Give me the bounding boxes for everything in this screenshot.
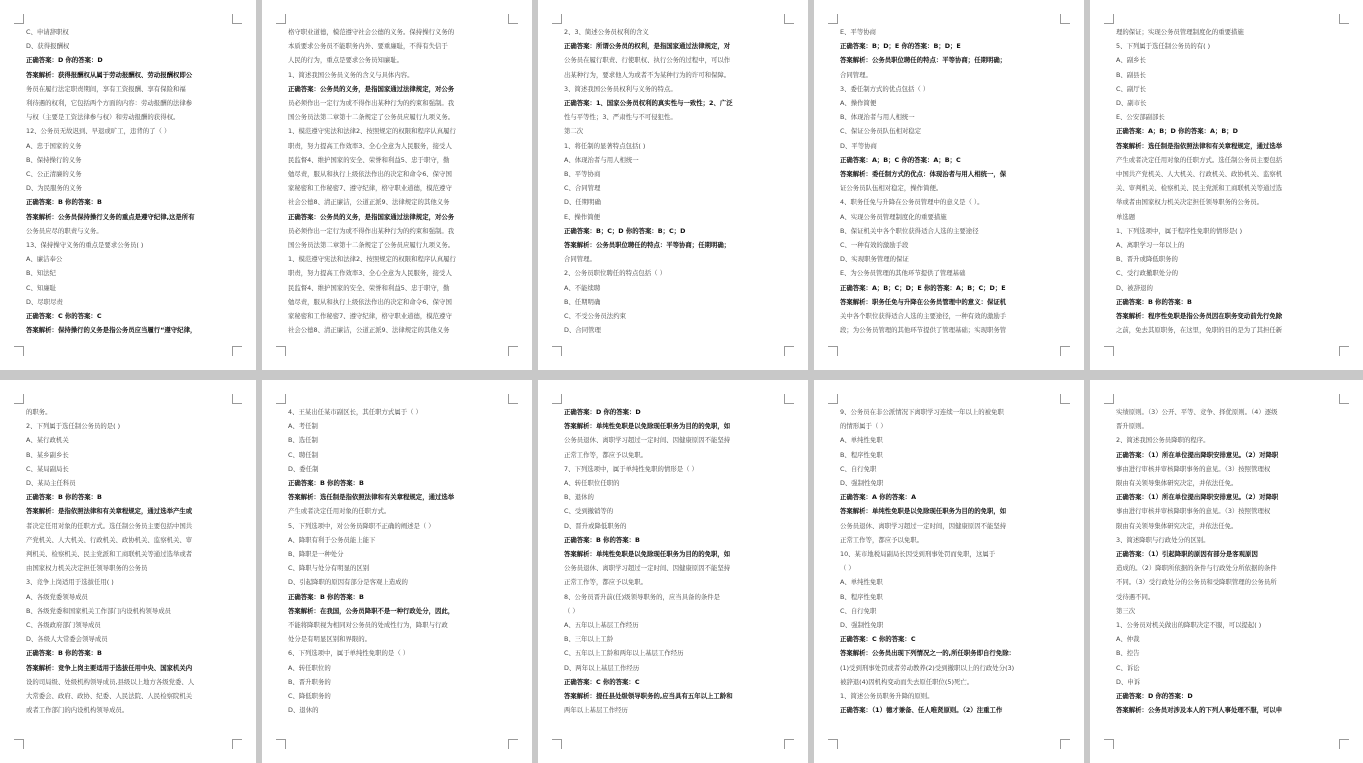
text-line: 务员在履行法定职责期间，享有工资报酬、享有保险和福	[26, 84, 186, 93]
text-line: 正确答案：B 你的答案：B	[1116, 297, 1192, 306]
text-line: 答案解析：选任制是指依照法律和有关章程规定，通过选举	[1116, 141, 1283, 150]
text-line: C、知廉耻	[26, 283, 57, 292]
text-line: 关中各个职位获得适合人选的主要途径，一种有效的激励手	[840, 312, 1007, 321]
text-line: 之前，免去其原职务，在这里，免职的目的是为了其担任新	[1116, 326, 1283, 335]
text-line: （ ）	[840, 564, 855, 573]
text-line: 答案解析：公务员职位聘任的特点：平等协商；任期明确；	[564, 241, 731, 250]
text-line: 正确答案：（1）引起降职的原因有部分是客观原因	[1116, 550, 1258, 559]
text-line: 民监督4、维护国家的安全、荣誉和利益5、忠于职守，勤	[288, 283, 450, 292]
text-line: 国公务员法第二章第十二条规定了公务员应履行九项义务。	[288, 113, 455, 122]
text-line: 答案解析：竞争上岗主要适用于选拔任用中央、国家机关内	[26, 663, 193, 672]
text-line: D、晋升或降低职务的	[564, 521, 627, 530]
text-line: 晋升原则。	[1116, 422, 1148, 431]
text-line: 正确答案：公务员的义务，是指国家通过法律规定，对公务	[288, 212, 455, 221]
text-line: 被辞退(4)因机构变动而失去原任职位(5)死亡。	[840, 677, 974, 686]
text-line: A、副乡长	[1116, 56, 1146, 65]
text-line: 本质要求公务员不能职务内外、要重廉耻，不得有失信于	[288, 42, 448, 51]
text-line: E、平等协商	[840, 28, 876, 36]
text-line: 由国家权力机关决定担任领导职务的公务员	[26, 564, 148, 573]
text-line: 职责，努力提高工作效率3、全心全意为人民服务，接受人	[288, 141, 452, 150]
text-line: 关、审判机关、检察机关、民主党派和工商联机关等通过选	[1116, 184, 1283, 193]
text-line: 答案解析：程序性免职是指公务员因在职务变动前先行免除	[1116, 312, 1283, 321]
text-line: 第二次	[564, 127, 584, 136]
text-line: 公务员在履行职责、行使职权、执行公务的过程中，可以作	[564, 56, 731, 65]
text-line: 2、下列属于选任制公务员的是( )	[26, 422, 121, 431]
text-line: 举或者由国家权力机关决定担任领导职务的公务员。	[1116, 198, 1263, 207]
text-line: 合同管理。	[840, 70, 872, 79]
text-line: 正确答案：B；C；D 你的答案：B；C；D	[564, 226, 686, 235]
text-line: 社会公德8、清正廉洁，公道正派9、法律规定的其他义务	[288, 326, 450, 335]
text-line: 正确答案：公务员的义务，是指国家通过法律规定，对公务	[288, 84, 455, 93]
text-line: 正确答案：C 你的答案：C	[840, 635, 916, 644]
text-line: 受待遇不同。	[1116, 592, 1155, 601]
text-line: 正确答案：A；B；D 你的答案：A；B；D	[1116, 127, 1238, 136]
text-line: B、选任制	[288, 436, 318, 445]
text-line: 中国共产党机关、人大机关、行政机关、政协机关、监察机	[1116, 170, 1283, 179]
text-line: A、各级党委领导成员	[26, 592, 88, 601]
text-line: 正常工作等，都应予以免职。	[564, 578, 648, 587]
text-line: B、体现治者与用人相统一	[840, 113, 915, 122]
text-line: 2、简述我国公务员降职的程序。	[1116, 436, 1210, 445]
text-line: 答案解析：在我国，公务员降职不是一种行政处分，因此，	[288, 606, 455, 615]
text-line: 1、简述公务员职务升降的原则。	[840, 692, 934, 701]
text-line: 正确答案：C 你的答案：C	[564, 677, 640, 686]
text-line: 人民的行为，重点是要求公务员知廉耻。	[288, 56, 404, 65]
page-6	[0, 380, 256, 763]
text-line: 4、王某出任某市副区长，其任职方式属于（ ）	[288, 408, 422, 416]
text-line: 正确答案：B 你的答案：B	[288, 592, 364, 601]
text-line: C、申请辞职权	[26, 28, 69, 36]
page-5	[1090, 0, 1363, 370]
text-line: 正确答案：D 你的答案：D	[564, 408, 641, 416]
text-line: A、五年以上基层工作经历	[564, 621, 639, 630]
text-line: B、降职是一种处分	[288, 550, 344, 559]
text-line: A、忠于国家的义务	[26, 141, 82, 150]
text-line: 理的保证；实现公务员管理制度化的重要措施	[1116, 28, 1244, 36]
text-line: D、某局主任科员	[26, 479, 76, 488]
text-line: D、被辞退的	[1116, 283, 1153, 292]
text-line: 员必须作出一定行为或不得作出某种行为的约束和强制。我	[288, 226, 455, 235]
page-1	[0, 0, 256, 370]
text-line: A、体现治者与用人相统一	[564, 155, 639, 164]
text-line: 13、保持操守义务的重点是要求公务员( )	[26, 241, 144, 250]
text-line: A、仲裁	[1116, 635, 1140, 644]
text-line: 出某种行为，要求他人为或者不为某种行为的许可和保障。	[564, 70, 731, 79]
text-line: A、转任职位的	[288, 663, 331, 672]
text-line: 8、公务员晋升前(任)级领导职务的，应当具备的条件是	[564, 592, 721, 601]
text-line: D、退休的	[288, 706, 319, 715]
text-line: D、任期明确	[564, 198, 601, 207]
text-line: 正确答案：1、国家公务员权利的真实性与一致性；2、广泛	[564, 99, 733, 108]
text-line: 事由进行审核并审核降职事务的意见。（3）按照管理权	[1116, 507, 1271, 516]
text-line: 6、下列选项中，属于单纯性免职的是（ ）	[288, 649, 410, 658]
text-line: 答案解析：单纯性免职是以免除现任职务为目的的免职，如	[564, 422, 731, 431]
text-line: A、降职有利于公务员能上能下	[288, 535, 376, 544]
text-line: D、各级人大常委会领导成员	[26, 635, 108, 644]
text-line: （ ）	[564, 606, 579, 615]
text-line: 答案解析：单纯性免职是以免除现任职务为目的的免职，如	[840, 507, 1007, 516]
text-line: 正确答案：A 你的答案：A	[840, 493, 917, 502]
text-line: 社会公德8、清正廉洁，公道正派9、法律规定的其他义务	[288, 198, 450, 207]
text-line: (1)受到刑事处罚或者劳动教养(2)受到撤职以上的行政处分(3)	[840, 663, 1015, 672]
text-line: 答案解析：公务员对涉及本人的下列人事处理不服，可以申	[1116, 706, 1283, 715]
text-line: 3、简述降职与行政处分的区别。	[1116, 535, 1210, 544]
text-line: A、不能续聘	[564, 283, 601, 292]
text-line: 单选题	[1116, 212, 1136, 221]
text-line: D、强制性免职	[840, 621, 884, 630]
text-line: 答案解析：选任制是指依照法律和有关章程规定，通过选举	[288, 493, 455, 502]
text-line: D、强制性免职	[840, 479, 884, 488]
text-line: 答案解析：获得报酬权从属于劳动报酬权、劳动报酬权即公	[26, 70, 193, 79]
text-line: 家秘密和工作秘密7、遵守纪律，格守职业道德，模范遵守	[288, 312, 452, 321]
text-line: 答案解析：是指依照法律和有关章程规定，通过选举产生或	[26, 507, 193, 516]
text-line: A、单纯性免职	[840, 578, 883, 587]
text-line: D、委任制	[288, 464, 319, 473]
text-line: C、某局副局长	[26, 464, 69, 473]
text-line: B、平等协商	[564, 170, 601, 179]
page-8	[538, 380, 808, 763]
text-line: A、实现公务员管理制度化的重要措施	[840, 212, 947, 221]
text-line: 3、竞争上岗适用于选拔任用( )	[26, 578, 114, 587]
text-line: C、自行免职	[840, 464, 877, 473]
page-3	[538, 0, 808, 370]
text-line: B、任期明确	[564, 297, 601, 306]
text-line: 性与平等性；3、严肃性与不可侵犯性。	[564, 113, 677, 122]
text-line: 段；为公务员管理的其他环节提供了管理基础；实现职务管	[840, 326, 1007, 335]
text-line: 产党机关、人大机关、行政机关、政协机关、监察机关、审	[26, 535, 193, 544]
text-line: A、廉洁奉公	[26, 255, 63, 264]
text-line: 产生或者决定任用对象的任职方式。选任制公务员主要包括	[1116, 155, 1283, 164]
text-line: 职责，努力提高工作效率3、全心全意为人民服务，接受人	[288, 269, 452, 278]
text-line: 利待遇的权利，它包括两个方面的内容：劳动报酬的法律参	[26, 99, 193, 108]
text-line: 正常工作等，都应予以免职。	[840, 535, 924, 544]
text-line: 答案解析：职务任免与升降在公务员管理中的意义：保证机	[840, 297, 1007, 306]
text-line: D、实现职务管理的保证	[840, 255, 909, 264]
page-4	[814, 0, 1084, 370]
text-line: C、五年以上工龄和两年以上基层工作经历	[564, 649, 684, 658]
text-line: B、程序性免职	[840, 450, 883, 459]
text-line: 格守职业道德，模范遵守社会公德的义务。保持操行义务的	[288, 28, 455, 36]
text-line: 答案解析：单纯性免职是以免除现任职务为目的的免职，如	[564, 550, 731, 559]
text-line: 答案解析：提任县处级领导职务的,应当具有五年以上工龄和	[564, 692, 733, 701]
text-line: 7、下列选项中，属于单纯性免职的情形是（ ）	[564, 464, 698, 473]
text-line: A、转任职位任职的	[564, 479, 620, 488]
text-line: 正确答案：（1）所在单位提出降职安排意见。（2）对降职	[1116, 493, 1279, 502]
text-line: D、两年以上基层工作经历	[564, 663, 640, 672]
text-line: 答案解析：公务员保持操行义务的重点是遵守纪律,这是所有	[26, 212, 195, 221]
text-line: 2、公务员职位聘任的特点包括（ ）	[564, 269, 666, 278]
text-line: B、某乡副乡长	[26, 450, 69, 459]
text-line: 答案解析：保持操行的义务是指公务员应当履行“遵守纪律，	[26, 326, 197, 335]
text-line: 两年以上基层工作经历	[564, 706, 628, 715]
text-line: 正确答案：D 你的答案：D	[26, 56, 103, 65]
text-line: 事由进行审核并审核降职事务的意见。（3）按照管理权	[1116, 464, 1271, 473]
text-line: 正确答案：（1）所在单位提出降职安排意见。（2）对降职	[1116, 450, 1279, 459]
text-line: D、平等协商	[840, 141, 877, 150]
text-line: C、自行免职	[840, 606, 877, 615]
text-line: 国公务员法第二章第十二条规定了公务员应履行九项义务。	[288, 241, 455, 250]
text-line: 家秘密和工作秘密7、遵守纪律，格守职业道德，模范遵守	[288, 184, 452, 193]
text-line: 或者工作部门的内设机构领导成员。	[26, 706, 129, 715]
text-line: C、各级政府部门领导成员	[26, 621, 101, 630]
page-10	[1090, 380, 1363, 763]
text-line: C、合同管理	[564, 184, 601, 193]
text-line: D、尽职尽责	[26, 297, 63, 306]
text-line: 造成的。（2）降职所依据的条件与行政处分所依据的条件	[1116, 564, 1277, 573]
text-line: 12、公务员无故迟到、早退或旷工，违背的了（ ）	[26, 127, 171, 136]
text-line: C、降职与处分有明显的区别	[288, 564, 370, 573]
text-line: B、保持操行的义务	[26, 155, 82, 164]
text-line: 5、下列属于选任制公务员的有( )	[1116, 42, 1211, 51]
text-line: 实绩原则。（3）公开、平等、竞争、择优原则。（4）逐级	[1116, 408, 1278, 416]
text-line: 公务员退休、离职学习超过一定时间、因健康原因不能坚持	[564, 564, 731, 573]
text-line: 处分是有明显区别和界限的。	[288, 635, 372, 644]
text-line: 正确答案：所谓公务员的权利，是指国家通过法律规定，对	[564, 42, 731, 51]
text-line: 与权（主要是工资法律参与权）和劳动报酬的获得权。	[26, 113, 180, 122]
text-line: A、操作简便	[840, 99, 877, 108]
text-line: 合同管理。	[564, 255, 596, 264]
text-line: 的情形属于（ ）	[840, 422, 887, 431]
text-line: 员必须作出一定行为或不得作出某种行为的约束和强制。我	[288, 99, 455, 108]
text-line: 1、模范遵守宪法和法律2、按照规定的权限和程序认真履行	[288, 127, 456, 136]
text-line: 限由有关领导集体研究决定，并依法任免。	[1116, 521, 1238, 530]
text-line: D、为民服务的义务	[26, 184, 83, 193]
text-line: 2、3、简述公务员权利的含义	[564, 28, 649, 36]
text-line: 正确答案：A；B；C；D；E 你的答案：A；B；C；D；E	[840, 283, 1006, 292]
text-line: 不能将降职视为相同对公务员的处成性行为，降职与行政	[288, 621, 448, 630]
text-line: 1、模范遵守宪法和法律2、按照规定的权限和程序认真履行	[288, 255, 456, 264]
text-line: E、操作简便	[564, 212, 600, 221]
text-line: C、公正清廉的义务	[26, 170, 82, 179]
text-line: 公务员退休、离职学习超过一定时间、因健康原因不能坚持	[564, 436, 731, 445]
text-line: D、引起降职的原因有部分是客观上造成的	[288, 578, 408, 587]
text-line: B、三年以上工龄	[564, 635, 614, 644]
text-line: B、晋升职务的	[288, 677, 331, 686]
text-line: 正确答案：B 你的答案：B	[288, 479, 364, 488]
text-line: 答案解析：委任制方式的优点：体现治者与用人相统一，保	[840, 170, 1007, 179]
text-line: C、聘任制	[288, 450, 319, 459]
text-line: 不同。（3）受行政处分的公务员和受降职管理的公务员所	[1116, 578, 1277, 587]
text-line: B、各级党委和国家机关工作部门内设机构领导成员	[26, 606, 171, 615]
text-line: D、副市长	[1116, 99, 1147, 108]
text-line: B、知法纪	[26, 269, 56, 278]
text-line: 正确答案：B 你的答案：B	[564, 535, 640, 544]
text-line: A、某行政机关	[26, 436, 69, 445]
text-line: C、降低职务的	[288, 692, 331, 701]
text-line: B、晋升或降低职务的	[1116, 255, 1178, 264]
text-line: 1、公务员对机关做出的降职决定不服，可以提起( )	[1116, 621, 1262, 630]
text-line: 勉尽责，服从和执行上级依法作出的决定和命令6、保守国	[288, 170, 452, 179]
text-line: 正常工作等，都应予以免职。	[564, 450, 648, 459]
text-line: A、离职学习一年以上的	[1116, 241, 1185, 250]
text-line: 设的司局级、处级机构领导成员,县级以上地方各级党委、人	[26, 677, 195, 686]
text-line: 正确答案：D 你的答案：D	[1116, 692, 1193, 701]
text-line: 民监督4、维护国家的安全、荣誉和利益5、忠于职守，勤	[288, 155, 450, 164]
text-line: 公务员应尽的职责与义务。	[26, 226, 103, 235]
text-line: 1、简述我国公务员义务的含义与具体内容。	[288, 70, 414, 79]
text-line: B、保证机关中各个职位获得适合人选的主要途径	[840, 226, 979, 235]
text-line: 勉尽责，服从和执行上级依法作出的决定和命令6、保守国	[288, 297, 452, 306]
text-line: C、保证公务员队伍相对稳定	[840, 127, 922, 136]
text-line: C、副厅长	[1116, 84, 1147, 93]
text-line: B、副县长	[1116, 70, 1146, 79]
text-line: C、一种有效的激励手段	[840, 241, 909, 250]
text-line: D、申诉	[1116, 677, 1141, 686]
text-line: 1、下列选项中，属于程序性免职的情形是( )	[1116, 226, 1243, 235]
text-line: E、为公务员管理的其他环节提供了管理基础	[840, 269, 966, 278]
text-line: 判机关、检察机关、民主党派和工商联机关等通过选举或者	[26, 550, 193, 559]
text-line: 答案解析：公务员职位聘任的特点：平等协商；任期明确；	[840, 56, 1007, 65]
text-line: 者决定任用对象的任职方式。选任制公务员主要包括中国共	[26, 521, 193, 530]
text-line: A、考任制	[288, 422, 318, 431]
text-line: 限由有关领导集体研究决定，并依法任免。	[1116, 479, 1238, 488]
text-line: 3、委任制方式的优点包括（ ）	[840, 84, 930, 93]
page-9	[814, 380, 1084, 763]
text-line: 正确答案：B；D；E 你的答案：B；D；E	[840, 42, 961, 51]
text-line: 答案解析：公务员出现下列情况之一的,所任职务即自行免除：	[840, 649, 1015, 658]
text-line: C、诉讼	[1116, 663, 1140, 672]
text-line: 第三次	[1116, 606, 1136, 615]
text-line: 5、下列选项中，对公务员降职不正确的阐述是（ ）	[288, 521, 435, 530]
page-2	[262, 0, 532, 370]
text-line: 3、简述我国公务员权利与义务的特点。	[564, 84, 677, 93]
text-line: E、公安部副部长	[1116, 113, 1165, 122]
text-line: 证公务员队伍相对稳定，操作简便。	[840, 184, 943, 193]
text-line: 9、公务员在非公派情况下离职学习连续一年以上的被免职	[840, 408, 1004, 416]
text-line: 公务员退休、离职学习超过一定时间，因健康原因不能坚持	[840, 521, 1007, 530]
text-line: 正确答案：（1）德才兼备、任人唯贤原则。（2）注重工作	[840, 706, 1003, 715]
text-line: A、单纯性免职	[840, 436, 883, 445]
text-line: 正确答案：C 你的答案：C	[26, 312, 102, 321]
text-line: D、合同管理	[564, 326, 601, 335]
text-line: C、受行政撤职处分的	[1116, 269, 1178, 278]
page-7	[262, 380, 532, 763]
text-line: 正确答案：A；B；C 你的答案：A；B；C	[840, 155, 961, 164]
text-line: 正确答案：B 你的答案：B	[26, 649, 102, 658]
text-line: 正确答案：B 你的答案：B	[26, 493, 102, 502]
text-line: 产生或者决定任用对象的任职方式。	[288, 507, 391, 516]
text-line: 大常委会、政府、政协、纪委、人民法院、人民检察院机关	[26, 692, 193, 701]
text-line: C、不受公务员法约束	[564, 312, 626, 321]
text-line: B、退休的	[564, 493, 594, 502]
text-line: 正确答案：B 你的答案：B	[26, 198, 102, 207]
text-line: B、程序性免职	[840, 592, 883, 601]
text-line: 10、某市地税局副局长因受到刑事处罚而免职，这属于	[840, 550, 996, 559]
text-line: 的职务。	[26, 408, 52, 416]
text-line: 1、将任制的显著特点包括( )	[564, 141, 646, 150]
text-line: D、获得报酬权	[26, 42, 70, 51]
text-line: B、控告	[1116, 649, 1140, 658]
text-line: C、受到撤销等的	[564, 507, 614, 516]
text-line: 4、职务任免与升降在公务员管理中的意义是（ ）。	[840, 198, 984, 207]
